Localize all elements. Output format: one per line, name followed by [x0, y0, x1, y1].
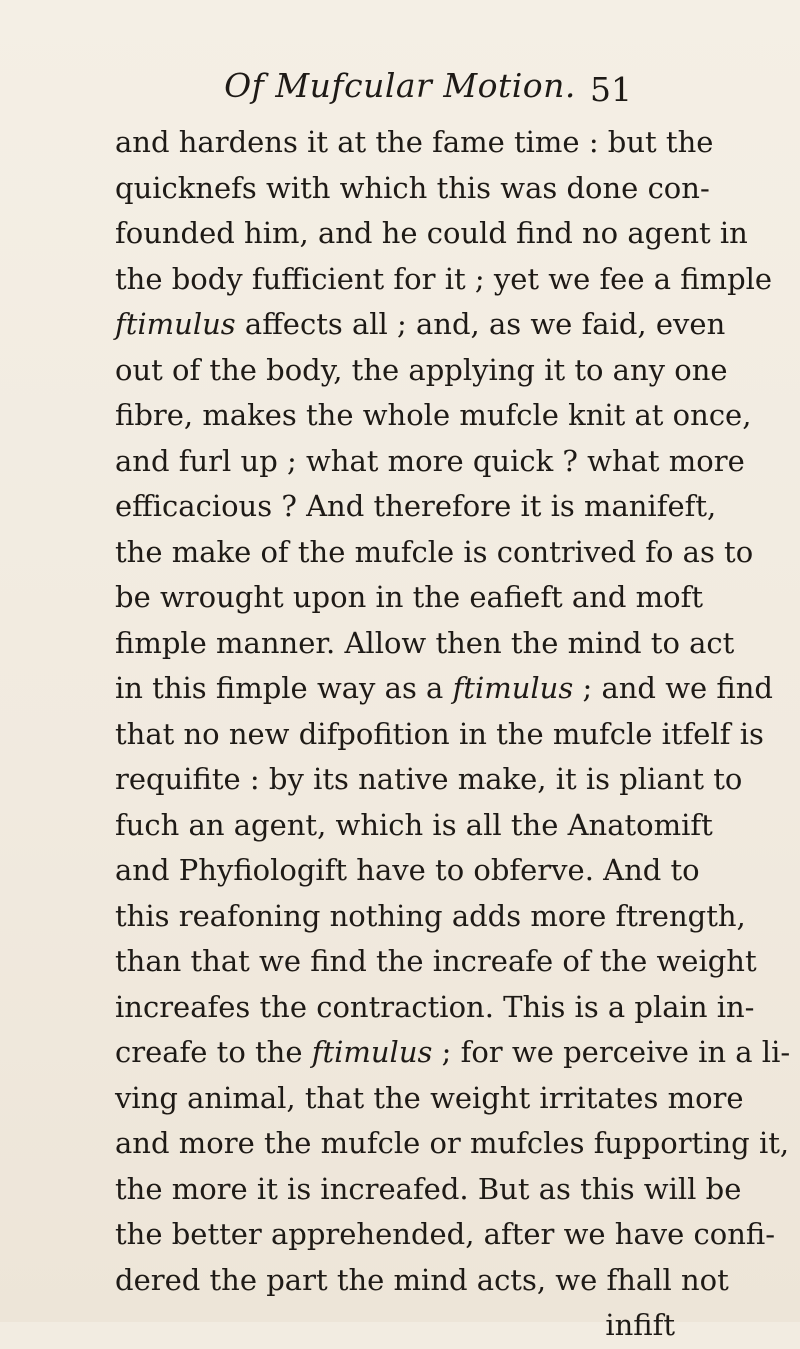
- body-text: [115, 120, 791, 1349]
- text-line: requifite : by its native make, it is pliant to: [115, 762, 743, 796]
- text-line: dered the part the mind acts, we fhall not: [115, 1262, 729, 1297]
- italic-term: ftimulus: [452, 671, 574, 705]
- text-line: out of the body, the applying it to any one: [115, 352, 728, 387]
- text-line: the more it is increafed. But as this will be: [115, 1171, 742, 1206]
- text-line: than that we find the increafe of the weight: [115, 944, 757, 978]
- running-head: [0, 64, 800, 112]
- text-line: and Phyfiologift have to obferve. And to: [115, 853, 700, 887]
- italic-term: ftimulus: [115, 307, 236, 341]
- text-line: increafes the contraction. This is a plain in-: [115, 989, 755, 1024]
- text-line: ving animal, that the weight irritates more: [115, 1080, 744, 1115]
- text-line: fimple manner. Allow then the mind to act: [115, 625, 735, 660]
- text-line: this reafoning nothing adds more ftrength,: [115, 898, 746, 933]
- text-line: that no new difpofition in the mufcle itfelf is: [115, 716, 764, 751]
- text-line: fibre, makes the whole mufcle knit at once,: [115, 398, 752, 432]
- text-line: the body fufficient for it ; yet we fee a fimple: [115, 261, 773, 296]
- text-line: in this fimple way as a ftimulus ; and we find: [115, 671, 773, 705]
- text-line: be wrought upon in the eafieft and moft: [115, 580, 704, 614]
- catchword: infift: [605, 1308, 675, 1342]
- text-line: efficacious ? And therefore it is manifeft,: [115, 489, 717, 523]
- text-line: fuch an agent, which is all the Anatomift: [115, 807, 713, 842]
- text-line: quicknefs with which this was done con-: [115, 170, 710, 205]
- italic-term: ftimulus: [311, 1035, 433, 1069]
- text-line: and hardens it at the fame time : but the: [115, 125, 714, 159]
- text-line: the better apprehended, after we have confi-: [115, 1217, 776, 1251]
- text-line: and more the mufcle or mufcles fupporting it,: [115, 1126, 790, 1160]
- text-line: creafe to the ftimulus ; for we perceive in a li-: [115, 1035, 791, 1069]
- text-line: ftimulus affects all ; and, as we faid, even: [115, 307, 726, 341]
- running-title: Of Mufcular Motion.: [224, 66, 576, 105]
- text-line: founded him, and he could find no agent in: [115, 216, 748, 250]
- page-number: 51: [590, 70, 632, 109]
- text-line: and furl up ; what more quick ? what more: [115, 443, 745, 478]
- text-line: the make of the mufcle is contrived fo as to: [115, 534, 754, 569]
